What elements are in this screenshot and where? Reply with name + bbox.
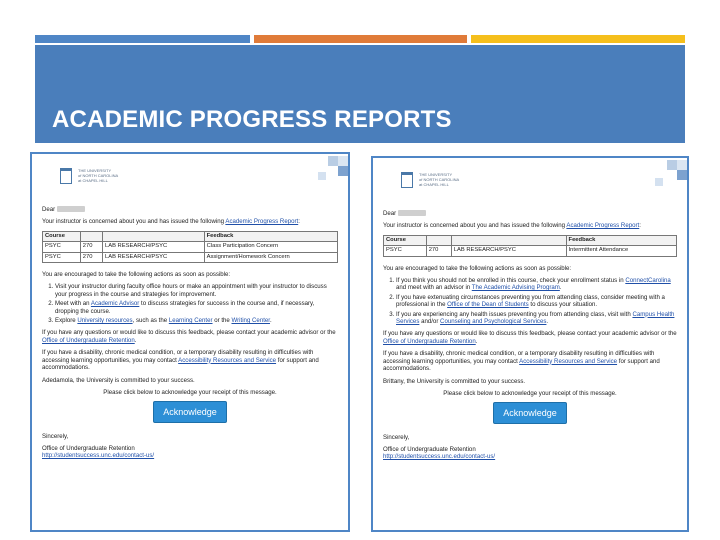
accent-bar-orange bbox=[254, 35, 467, 43]
list-item: 1. If you think you should not be enrolled in this course, check your enrollment status in ConnectCarolina and meet with an advisor in The Academic Advising Program. bbox=[396, 277, 677, 292]
questions-text: If you have any questions or would like to discuss this feedback, please contact your academic advisor or the Office of Undergraduate Retention. bbox=[42, 329, 336, 344]
progress-report-link[interactable]: Academic Progress Report bbox=[566, 222, 640, 230]
accent-bar-blue bbox=[35, 35, 250, 43]
contact-url-link[interactable]: http://studentsuccess.unc.edu/contact-us/ bbox=[42, 452, 155, 460]
redacted-name bbox=[57, 206, 85, 212]
counseling-link[interactable]: Counseling and Psychological Services bbox=[440, 318, 547, 326]
greeting: Dear bbox=[383, 210, 677, 217]
university-logo-icon bbox=[401, 172, 413, 188]
greeting: Dear bbox=[42, 206, 338, 213]
committed-text: Brittany, the University is committed to your success. bbox=[383, 377, 526, 385]
list-item: 2. Meet with an Academic Advisor to discuss strategies for success in the course and, if necessary, dropping the course. bbox=[55, 300, 338, 315]
dean-of-students-link[interactable]: Office of the Dean of Students bbox=[447, 301, 529, 309]
disability-text: If you have a disability, chronic medical condition, or a temporary disability resulting in difficulties with accessing learning opportunities, you may contact Accessibility Resources and Service for support and accommodations. bbox=[42, 349, 319, 372]
intro: Your instructor is concerned about you and has issued the following Academic Progress Report: bbox=[383, 222, 641, 230]
action-list bbox=[42, 283, 338, 324]
email-body bbox=[32, 206, 348, 460]
logo-text: THE UNIVERSITY of NORTH CAROLINA at CHAPEL HILL bbox=[419, 172, 460, 187]
accent-bar-yellow bbox=[471, 35, 685, 43]
table-row: PSYC 270 LAB RESEARCH/PSYC Class Participation Concern bbox=[43, 242, 338, 252]
list-item: 3. Explore University resources, such as the Learning Center or the Writing Center. bbox=[55, 317, 338, 324]
retention-office-link[interactable]: Office of Undergraduate Retention bbox=[383, 337, 476, 345]
committed-text: Adedamola, the University is committed to your success. bbox=[42, 376, 195, 384]
feedback-table bbox=[383, 235, 677, 257]
progress-report-link[interactable]: Academic Progress Report bbox=[225, 218, 299, 226]
col-feedback: Feedback bbox=[566, 235, 676, 245]
campus-health-link[interactable]: Campus Health Services bbox=[396, 310, 675, 326]
accessibility-link[interactable]: Accessibility Resources and Service bbox=[519, 357, 618, 365]
action-list bbox=[383, 277, 677, 325]
email-body bbox=[373, 210, 687, 461]
col-course: Course bbox=[43, 231, 81, 241]
learning-center-link[interactable]: Learning Center bbox=[168, 317, 213, 325]
connectcarolina-link[interactable]: ConnectCarolina bbox=[625, 277, 671, 285]
email-screenshot-right bbox=[371, 156, 689, 532]
encourage-text: You are encouraged to take the following actions as soon as possible: bbox=[383, 264, 572, 272]
disability-text: If you have a disability, chronic medical condition, or a temporary disability resulting in difficulties with accessing learning opportunities, you may contact Accessibility Resources and Service for support and accommodations. bbox=[383, 350, 660, 373]
intro: Your instructor is concerned about you and has issued the following Academic Progress Report: bbox=[42, 218, 300, 226]
university-resources-link[interactable]: University resources bbox=[77, 317, 133, 325]
logo-text: THE UNIVERSITY of NORTH CAROLINA at CHAPEL HILL bbox=[78, 168, 119, 183]
feedback-table bbox=[42, 231, 338, 263]
ack-prompt: Please click below to acknowledge your receipt of this message. bbox=[443, 389, 617, 397]
email-screenshot-left bbox=[30, 152, 350, 532]
university-logo-icon bbox=[60, 168, 72, 184]
redacted-name bbox=[398, 210, 426, 216]
sign-off: Sincerely, bbox=[42, 433, 69, 441]
table-row: PSYC 270 LAB RESEARCH/PSYC Intermittent Attendance bbox=[384, 246, 677, 256]
encourage-text: You are encouraged to take the following actions as soon as possible: bbox=[42, 271, 231, 279]
letterhead bbox=[373, 158, 687, 210]
contact-url-link[interactable]: http://studentsuccess.unc.edu/contact-us/ bbox=[383, 453, 496, 461]
office-name: Office of Undergraduate Retention bbox=[383, 445, 476, 453]
list-item: 3. If you are experiencing any health issues preventing you from attending class, visit with Campus Health Services and/or Counseling and Psychological Services. bbox=[396, 311, 677, 326]
sign-off: Sincerely, bbox=[383, 434, 410, 442]
ack-prompt: Please click below to acknowledge your receipt of this message. bbox=[103, 388, 277, 396]
col-feedback: Feedback bbox=[204, 231, 337, 241]
title-band bbox=[35, 45, 685, 143]
table-row: PSYC 270 LAB RESEARCH/PSYC Assignment/Homework Concern bbox=[43, 252, 338, 262]
acknowledge-button[interactable]: Acknowledge bbox=[153, 401, 227, 423]
advising-program-link[interactable]: The Academic Advising Program bbox=[471, 284, 560, 292]
questions-text: If you have any questions or would like to discuss this feedback, please contact your academic advisor or the Office of Undergraduate Retention. bbox=[383, 330, 677, 345]
list-item: 2. If you have extenuating circumstances preventing you from attending class, consider meeting with a professional in the Office of the Dean of Students to discuss your situation. bbox=[396, 294, 677, 309]
acknowledge-button[interactable]: Acknowledge bbox=[493, 402, 567, 424]
accessibility-link[interactable]: Accessibility Resources and Service bbox=[178, 356, 277, 364]
office-name: Office of Undergraduate Retention bbox=[42, 444, 135, 452]
slide-title: ACADEMIC PROGRESS REPORTS bbox=[52, 106, 452, 133]
list-item: 1. Visit your instructor during faculty office hours or make an appointment with your instructor to discuss your progress in the course and strategies for improvement. bbox=[55, 283, 338, 298]
writing-center-link[interactable]: Writing Center bbox=[231, 317, 270, 325]
retention-office-link[interactable]: Office of Undergraduate Retention bbox=[42, 336, 135, 344]
col-course: Course bbox=[384, 235, 427, 245]
academic-advisor-link[interactable]: Academic Advisor bbox=[90, 300, 140, 308]
accent-bars bbox=[35, 35, 685, 43]
letterhead bbox=[32, 154, 348, 206]
